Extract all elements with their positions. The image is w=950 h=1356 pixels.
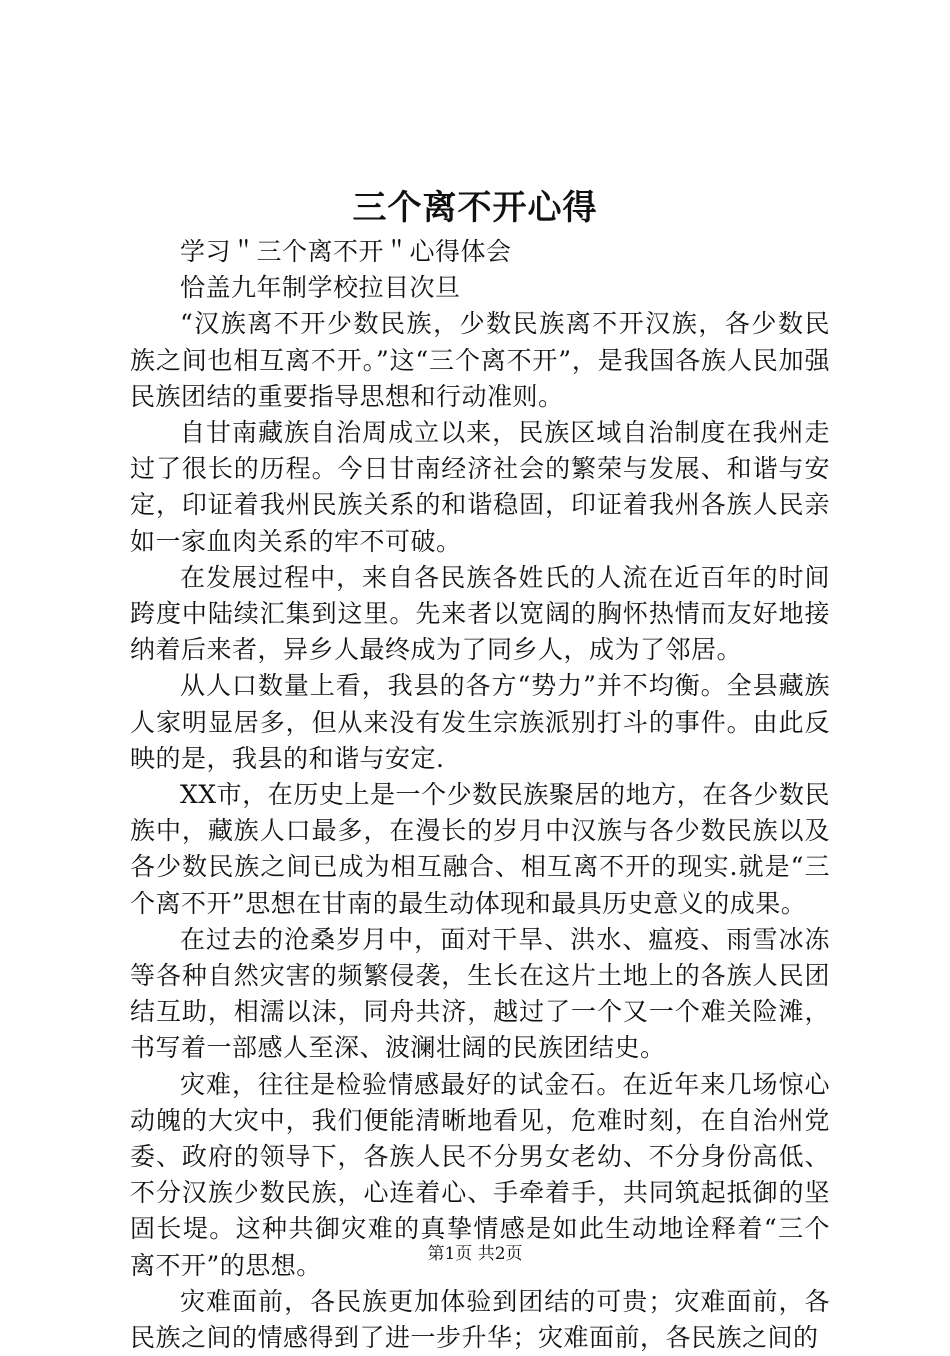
paragraph: 自甘南藏族自治周成立以来，民族区域自治制度在我州走过了很长的历程。今日甘南经济社会的繁荣与发展、和谐与安定，印证着我州民族关系的和谐稳固，印证着我州各族人民亲如一家血肉关系的牢不可破。: [130, 418, 830, 556]
paragraph: 灾难面前，各民族更加体验到团结的可贵；灾难面前，各民族之间的情感得到了进一步升华；灾难面前，各民族之间的: [130, 1286, 830, 1353]
paragraph: 灾难，往往是检验情感最好的试金石。在近年来几场惊心动魄的大灾中，我们便能清晰地看见，危难时刻，在自治州党委、政府的领导下，各族人民不分男女老幼、不分身份高低、不分汉族少数民族，心连着心、手牵着手，共同筑起抵御的坚固长堤。这种共御灾难的真挚情感是如此生动地诠释着“三个离不开”的思想。: [130, 1069, 830, 1280]
page-footer: 第1页 共2页: [427, 1244, 523, 1264]
paragraph: 在过去的沧桑岁月中，面对干旱、洪水、瘟疫、雨雪冰冻等各种自然灾害的频繁侵袭，生长在这片土地上的各族人民团结互助，相濡以沫，同舟共济，越过了一个又一个难关险滩，书写着一部感人至深、波澜壮阔的民族团结史。: [130, 924, 830, 1063]
paragraph-author: 恰盖九年制学校拉目次旦: [180, 273, 461, 303]
document-title: 三个离不开心得: [352, 188, 598, 228]
document-body: [130, 234, 830, 1356]
paragraph: 在发展过程中，来自各民族各姓氏的人流在近百年的时间跨度中陆续汇集到这里。先来者以宽阔的胸怀热情而友好地接纳着后来者，异乡人最终成为了同乡人，成为了邻居。: [130, 562, 830, 665]
paragraph-subtitle: 学习＂三个离不开＂心得体会: [180, 237, 512, 266]
paragraph: 从人口数量上看，我县的各方“势力”并不均衡。全县藏族人家明显居多，但从来没有发生宗族派别打斗的事件。由此反映的是，我县的和谐与安定.: [130, 671, 830, 773]
paragraph: XX市，在历史上是一个少数民族聚居的地方，在各少数民族中，藏族人口最多，在漫长的岁月中汉族与各少数民族以及各少数民族之间已成为相互融合、相互离不开的现实.就是“三个离不开”思想在甘南的最生动体现和最具历史意义的成果。: [130, 780, 830, 918]
paragraph: “汉族离不开少数民族，少数民族离不开汉族，各少数民族之间也相互离不开。”这“三个离不开”，是我国各族人民加强民族团结的重要指导思想和行动准则。: [130, 309, 830, 411]
